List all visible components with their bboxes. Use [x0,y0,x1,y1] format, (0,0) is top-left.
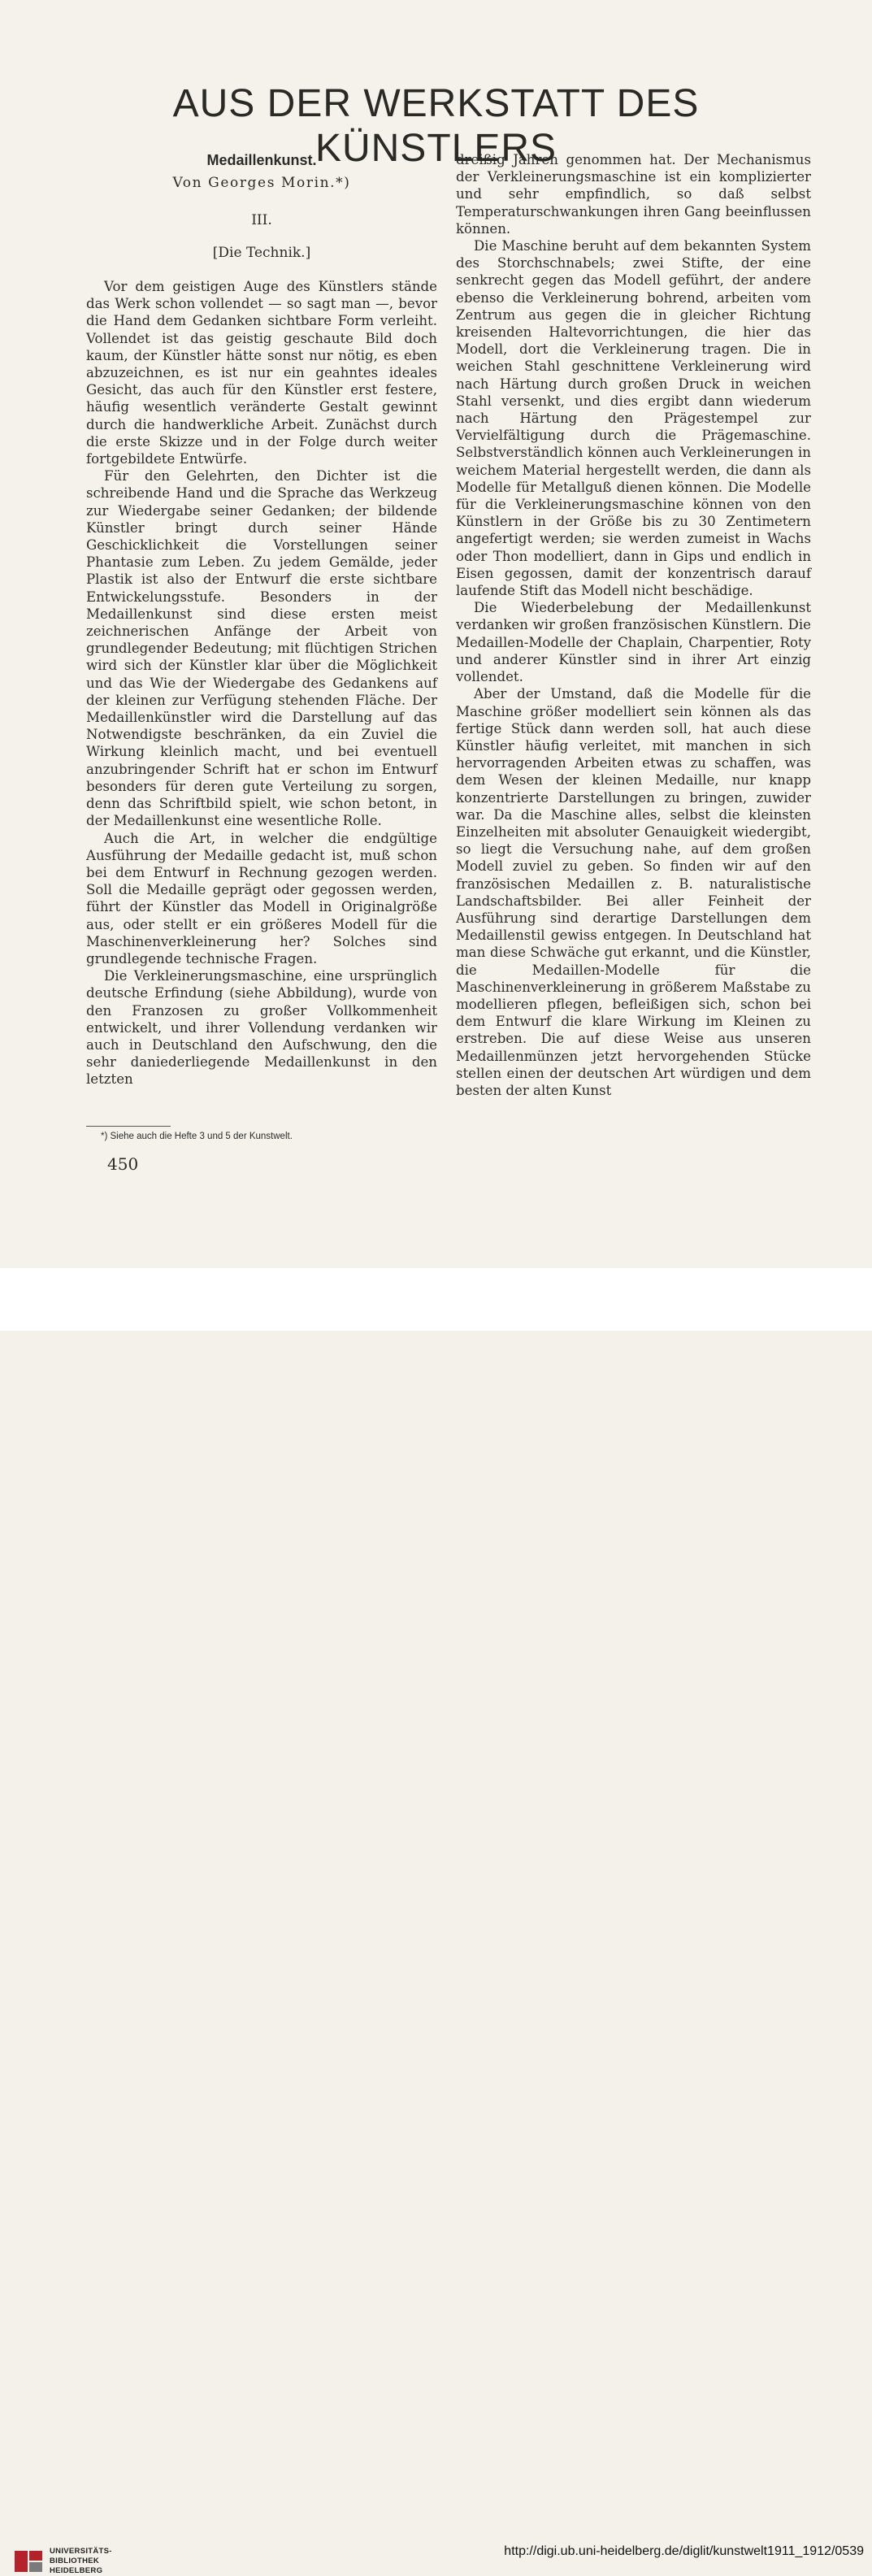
paragraph: Vor dem geistigen Auge des Künstlers stände das Werk schon vollendet — so sagt man —, bevor die Hand dem Gedanken sichtbare Form verleiht. Vollendet ist das geistig geschaute Bild doch kaum, der Künstler hätte sonst nur nötig, es eben abzuzeichnen, es ist nur ein geahntes ideales Gesicht, das auch für den Künstler erst festere, häufig wesentlich veränderte Gestalt gewinnt durch die handwerkliche Arbeit. Zunächst durch die erste Skizze und in der Folge durch weiter fortgebildete Entwürfe. [86,279,437,467]
footnote-divider [86,1126,171,1127]
viewer-footer [0,1268,872,2575]
library-logo-icon [15,2548,42,2575]
scanned-page [0,0,872,1268]
page-header-title: AUS DER WERKSTATT DES KÜNSTLERS [172,82,700,170]
library-logo-text: UNIVERSITÄTS- BIBLIOTHEK HEIDELBERG [50,2547,112,2575]
section-number: III. [251,212,272,228]
paragraph: Die Wiederbelebung der Medaillenkunst verdanken wir großen französischen Künstlern. Die Medaillen-Modelle der Chaplain, Charpentier, Roty und anderer Künstler sind in ihrer Art einzig vollendet. [456,600,811,685]
paragraph: Aber der Umstand, daß die Modelle für die Maschine größer modelliert sein können als das fertige Stück dann werden soll, hat auch diese Künstler häufig verleitet, mit manchen in sich hervorragenden Arbeiten etwas zu schaffen, was dem Wesen der kleinen Medaille, nur knapp konzentrierte Darstellungen zu bringen, zuwider war. Da die Maschine alles, selbst die kleinsten Einzelheiten mit absoluter Genauigkeit wiedergibt, so liegt die Versuchung nahe, auf dem großen Modell zuviel zu geben. So finden wir auf den französischen Medaillen z. B. naturalistische Landschaftsbilder. Bei aller Feinheit der Ausführung sind derartige Darstellungen dem Medaillenstil gewiss entgegen. In Deutschland hat man diese Schwäche gut erkannt, und die Künstler, die Medaillen-Modelle für die Maschinenverkleinerung in größerem Maßstabe zu modellieren pflegen, befleißigen sich, schon bei dem Entwurf die klare Wirkung im Kleinen zu erstreben. Die auf diese Weise aus unseren Medaillenmünzen jetzt hervorgehenden Stücke stellen einen der deutschen Art würdigen und dem besten der alten Kunst [456,686,811,1098]
paragraph: Die Maschine beruht auf dem bekannten System des Storchschnabels; zwei Stifte, der eine senkrecht gegen das Modell geführt, der andere ebenso die Verkleinerung bohrend, arbeiten vom Zentrum aus gegen die in gleicher Richtung kreisenden Haltevorrichtungen, die hier das Modell, dort die Verkleinerung tragen. Die in weichen Stahl geschnittene Verkleinerung wird nach Härtung durch großen Druck in weichen Stahl versenkt, und dies ergibt dann wiederum nach Härtung den Prägestempel zur Vervielfältigung durch die Prägemaschine. Selbstverständlich können auch Verkleinerungen in weichem Material hergestellt werden, die dann als Modelle für Metallguß dienen können. Die Modelle für die Verkleinerungsmaschine können von den Künstlern in der Größe bis zu 30 Zentimetern angefertigt werden; sie werden zumeist in Wachs oder Thon modelliert, dann in Gips und endlich in Eisen gegossen, damit der konzentrisch darauf laufende Stift das Modell nicht beschädige. [456,238,811,599]
article-author: Von Georges Morin.*) [172,175,351,191]
paragraph: dreißig Jahren genommen hat. Der Mechanismus der Verkleinerungsmaschine ist ein komplizierter und sehr empfindlich, so daß selbst Temperaturschwankungen ihren Gang beeinflussen können. [456,152,811,237]
paragraph: Auch die Art, in welcher die endgültige Ausführung der Medaille gedacht ist, muß schon bei dem Entwurf in Rechnung gezogen werden. Soll die Medaille geprägt oder gegossen werden, führt der Künstler das Modell in Originalgröße aus, oder stellt er ein größeres Modell für die Maschinenverkleinerung her? Solches sind grundlegende technische Fragen. [86,830,437,967]
footnote: *) Siehe auch die Hefte 3 und 5 der Kunstwelt. [101,1132,293,1141]
page-number: 450 [107,1154,139,1174]
paragraph: Für den Gelehrten, den Dichter ist die schreibende Hand und die Sprache das Werkzeug zur Wiedergabe seiner Gedanken; der bildende Künstler bringt durch seiner Hände Geschicklichkeit die Vorstellungen seiner Phantasie zum Leben. Zu jedem Gemälde, jeder Plastik ist also der Entwurf die erste sichtbare Entwickelungsstufe. Besonders in der Medaillenkunst sind diese ersten meist zeichnerischen Anfänge der Arbeit von grundlegender Bedeutung; mit flüchtigen Strichen wird sich der Künstler klar über die Möglichkeit und das Wie der Wiedergabe des Gedankens auf der kleinen zur Verfügung stehenden Fläche. Der Medaillenkünstler wird die Darstellung auf das Notwendigste beschränken, da ein Zuviel die Wirkung kleinlich macht, und bei eventuell anzubringender Schrift hat er schon im Entwurf besonders für deren gute Verteilung zu sorgen, denn das Schriftbild spielt, wie schon betont, in der Medaillenkunst eine wesentliche Rolle. [86,468,437,829]
paragraph: Die Verkleinerungsmaschine, eine ursprünglich deutsche Erfindung (siehe Abbildung), wurde von den Franzosen zu großer Vollkommenheit entwickelt, und ihrer Vollendung verdanken wir auch in Deutschland den Aufschwung, den die sehr daniederliegende Medaillenkunst in den letzten [86,968,437,1088]
article-heading: Medaillenkunst. [206,152,317,168]
right-column [456,151,811,1099]
left-column [86,150,437,1088]
section-title: [Die Technik.] [212,245,311,261]
source-url-link[interactable]: http://digi.ub.uni-heidelberg.de/diglit/kunstwelt1911_1912/0539 [504,2544,864,2558]
